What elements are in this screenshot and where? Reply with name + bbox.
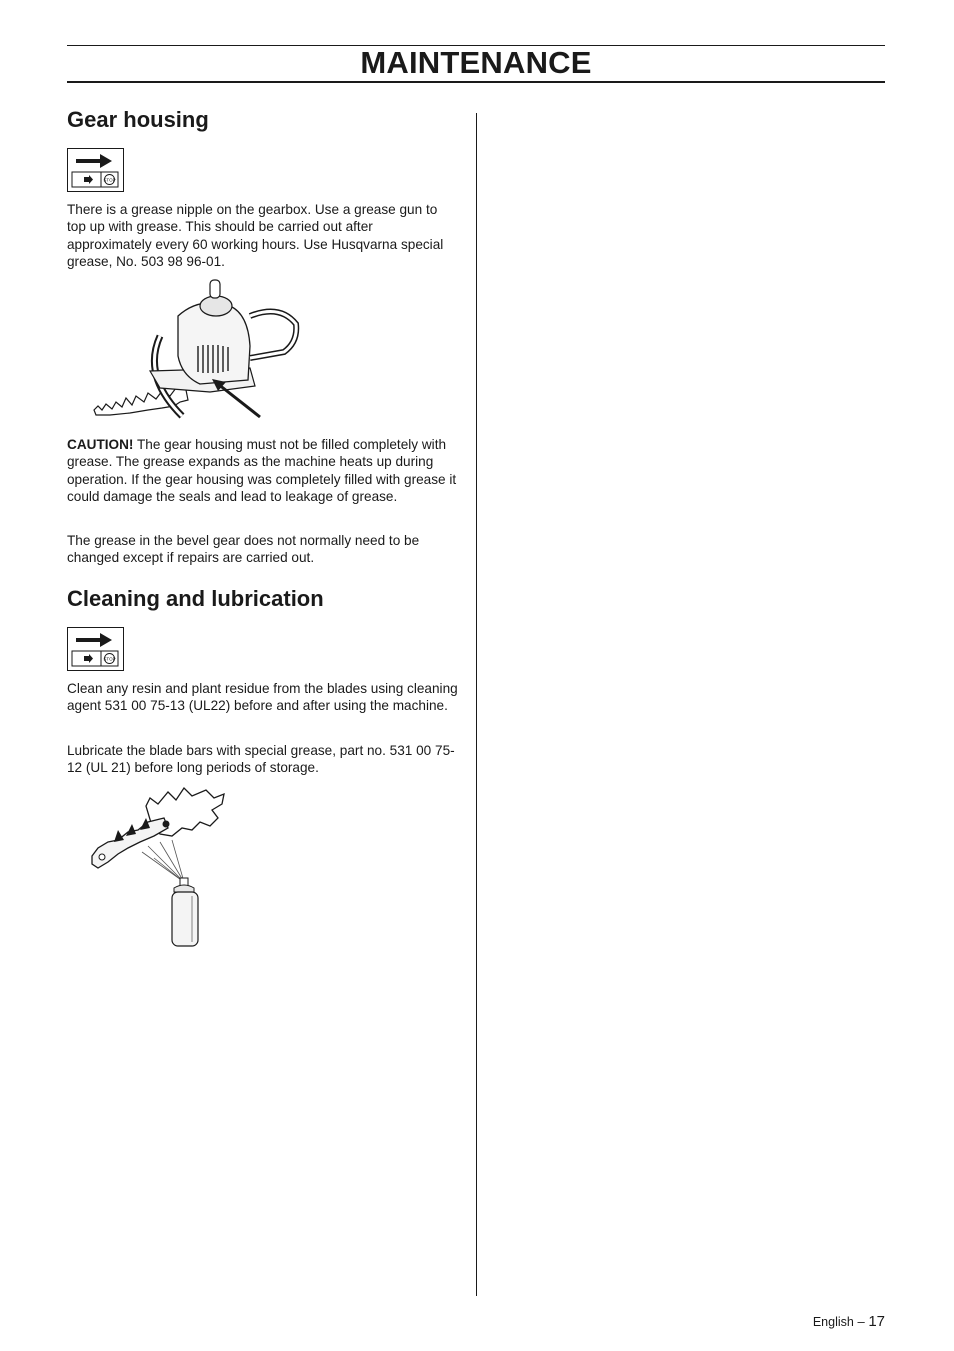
maintenance-symbol-icon	[67, 148, 124, 192]
footer-separator: –	[853, 1314, 869, 1329]
footer-language: English	[812, 1315, 854, 1329]
cleaning-heading: Cleaning and lubrication	[67, 586, 324, 611]
gear-housing-heading: Gear housing	[67, 107, 209, 132]
lubrication-paragraph: Lubricate the blade bars with special grease, part no. 531 00 75-12 (UL 21) before long periods of storage.	[67, 743, 455, 776]
gear-housing-intro: There is a grease nipple on the gearbox. Use a grease gun to top up with grease. This should be carried out after approximately every 60 working hours. Use Husqvarna special grease, No. 503 98 96-01.	[67, 202, 444, 270]
page-number: 17	[868, 1313, 885, 1330]
caution-text: The gear housing must not be filled completely with grease. The grease expands as the machine heats up during operation. If the gear housing was completely filled with grease it could damage the seals and lead to leakage of grease.	[67, 437, 457, 505]
page-footer	[813, 1313, 885, 1330]
stop-label: STOP	[103, 656, 116, 662]
bevel-gear-paragraph: The grease in the bevel gear does not normally need to be changed except if repairs are carried out.	[67, 533, 420, 566]
header-rule-bottom	[67, 81, 885, 83]
cleaning-paragraph: Clean any resin and plant residue from the blades using cleaning agent 531 00 75-13 (UL22) before and after using the machine.	[67, 681, 458, 714]
blade-spray-illustration	[88, 784, 230, 955]
maintenance-symbol-icon	[67, 627, 124, 671]
caution-label: CAUTION!	[67, 437, 134, 452]
column-divider	[476, 113, 477, 1296]
stop-label: STOP	[103, 177, 116, 183]
caution-paragraph	[67, 436, 459, 506]
hedge-trimmer-illustration	[90, 276, 300, 429]
page-title: MAINTENANCE	[360, 45, 592, 80]
